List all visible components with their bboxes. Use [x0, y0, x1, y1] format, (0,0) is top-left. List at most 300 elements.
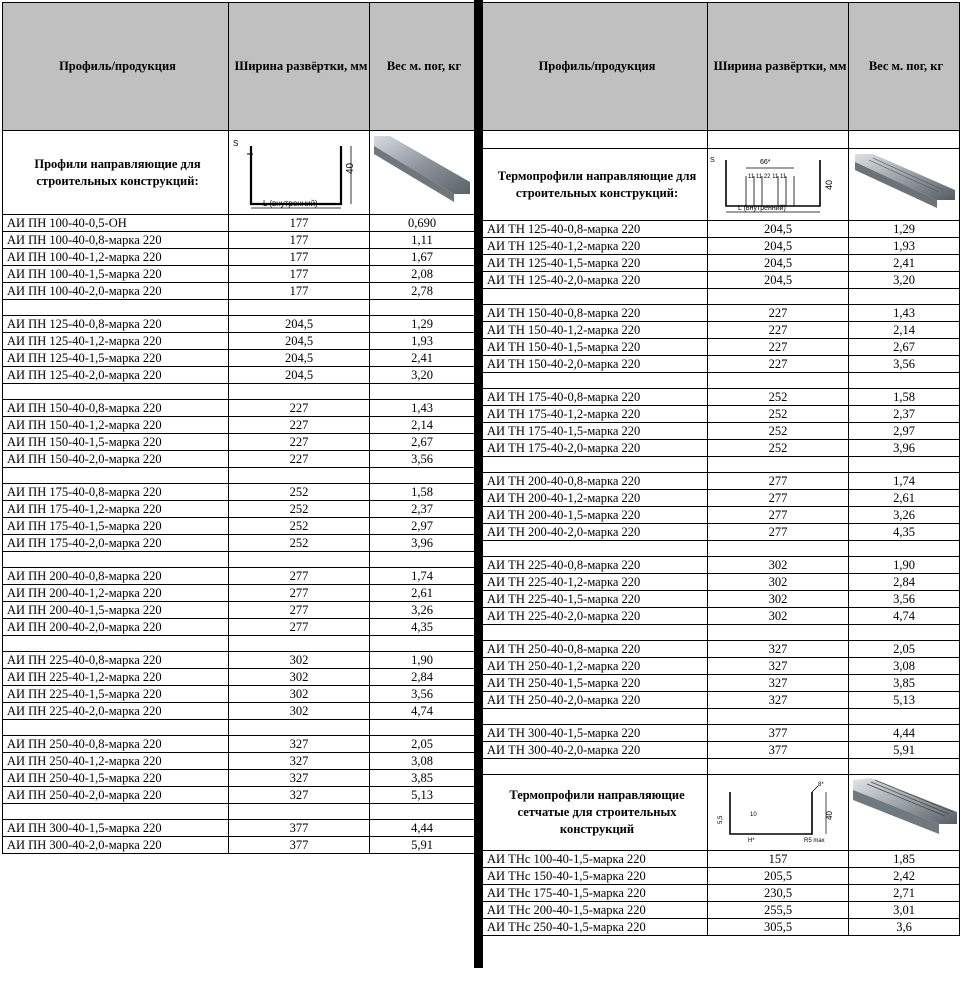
product-name: АИ ПН 100-40-0,5-ОН	[3, 215, 229, 232]
unfolded-width: 302	[708, 574, 849, 591]
product-name: АИ ТН 225-40-1,2-марка 220	[483, 574, 708, 591]
unfolded-width: 327	[708, 658, 849, 675]
unfolded-width: 327	[229, 753, 370, 770]
weight-per-meter: 1,43	[849, 305, 960, 322]
unfolded-width: 327	[708, 692, 849, 709]
weight-per-meter: 4,44	[849, 725, 960, 742]
weight-per-meter: 3,26	[849, 507, 960, 524]
table-row	[483, 725, 960, 742]
product-name: АИ ТНс 200-40-1,5-марка 220	[483, 902, 708, 919]
weight-per-meter: 2,05	[370, 736, 475, 753]
product-name: АИ ТН 225-40-1,5-марка 220	[483, 591, 708, 608]
unfolded-width: 227	[229, 434, 370, 451]
header-weight: Вес м. пог, кг	[849, 3, 960, 131]
product-name: АИ ПН 150-40-0,8-марка 220	[3, 400, 229, 417]
unfolded-width: 157	[708, 851, 849, 868]
product-name: АИ ТН 125-40-0,8-марка 220	[483, 221, 708, 238]
product-name: АИ ТН 200-40-0,8-марка 220	[483, 473, 708, 490]
weight-per-meter: 3,56	[849, 591, 960, 608]
spacer-row	[483, 457, 960, 473]
weight-per-meter: 1,93	[849, 238, 960, 255]
table-row	[3, 753, 475, 770]
weight-per-meter: 1,58	[370, 484, 475, 501]
product-name: АИ ПН 125-40-1,5-марка 220	[3, 350, 229, 367]
profile-photo	[370, 131, 475, 215]
weight-per-meter: 3,56	[370, 686, 475, 703]
weight-per-meter: 5,13	[849, 692, 960, 709]
table-row	[483, 238, 960, 255]
unfolded-width: 302	[708, 557, 849, 574]
weight-per-meter: 4,74	[849, 608, 960, 625]
unfolded-width: 252	[229, 518, 370, 535]
weight-per-meter: 2,67	[370, 434, 475, 451]
table-row	[3, 619, 475, 636]
table-row	[3, 451, 475, 468]
spacer-row	[483, 709, 960, 725]
svg-text:40: 40	[825, 810, 834, 820]
svg-text:11 11 22 11 11: 11 11 22 11 11	[748, 173, 787, 180]
weight-per-meter: 2,42	[849, 868, 960, 885]
product-name: АИ ПН 250-40-1,2-марка 220	[3, 753, 229, 770]
product-name: АИ ПН 225-40-2,0-марка 220	[3, 703, 229, 720]
table-row	[3, 568, 475, 585]
product-name: АИ ТН 250-40-0,8-марка 220	[483, 641, 708, 658]
unfolded-width: 277	[229, 585, 370, 602]
svg-text:40: 40	[345, 162, 356, 174]
svg-text:Н*: Н*	[748, 837, 755, 844]
weight-per-meter: 1,90	[370, 652, 475, 669]
table-row	[483, 255, 960, 272]
unfolded-width: 252	[708, 440, 849, 457]
product-name: АИ ПН 225-40-1,2-марка 220	[3, 669, 229, 686]
table-row	[3, 518, 475, 535]
product-name: АИ ПН 100-40-0,8-марка 220	[3, 232, 229, 249]
table-row	[483, 675, 960, 692]
product-name: АИ ПН 300-40-1,5-марка 220	[3, 820, 229, 837]
svg-text:66*: 66*	[760, 158, 771, 166]
weight-per-meter: 5,13	[370, 787, 475, 804]
product-name: АИ ТН 225-40-2,0-марка 220	[483, 608, 708, 625]
weight-per-meter: 3,08	[370, 753, 475, 770]
unfolded-width: 277	[229, 568, 370, 585]
weight-per-meter: 3,26	[370, 602, 475, 619]
weight-per-meter: 4,44	[370, 820, 475, 837]
unfolded-width: 252	[229, 501, 370, 518]
spacer-row	[483, 373, 960, 389]
section-title: Термопрофили направляющие сетчатые для строительных конструкций	[483, 775, 708, 851]
weight-per-meter: 3,20	[849, 272, 960, 289]
table-row	[3, 770, 475, 787]
weight-per-meter: 3,96	[370, 535, 475, 552]
unfolded-width: 302	[229, 686, 370, 703]
product-name: АИ ТН 175-40-1,2-марка 220	[483, 406, 708, 423]
spacer-row	[3, 636, 475, 652]
weight-per-meter: 3,56	[849, 356, 960, 373]
unfolded-width: 327	[229, 770, 370, 787]
weight-per-meter: 5,91	[370, 837, 475, 854]
unfolded-width: 302	[229, 703, 370, 720]
table-row	[3, 400, 475, 417]
unfolded-width: 204,5	[229, 333, 370, 350]
weight-per-meter: 3,08	[849, 658, 960, 675]
channel-profile-drawing	[229, 132, 369, 214]
weight-per-meter: 1,43	[370, 400, 475, 417]
table-row	[483, 574, 960, 591]
unfolded-width: 327	[229, 787, 370, 804]
profile-photo-image	[370, 132, 474, 214]
unfolded-width: 377	[708, 725, 849, 742]
product-name: АИ ПН 250-40-2,0-марка 220	[3, 787, 229, 804]
table-row	[483, 507, 960, 524]
mesh-profile-drawing-image	[708, 776, 848, 850]
table-row	[3, 669, 475, 686]
weight-per-meter: 2,37	[849, 406, 960, 423]
unfolded-width: 230,5	[708, 885, 849, 902]
table-row	[3, 316, 475, 333]
table-row	[483, 591, 960, 608]
table-row	[483, 902, 960, 919]
product-name: АИ ТН 150-40-1,2-марка 220	[483, 322, 708, 339]
svg-text:S: S	[233, 138, 239, 148]
product-name: АИ ПН 125-40-2,0-марка 220	[3, 367, 229, 384]
unfolded-width: 177	[229, 266, 370, 283]
unfolded-width: 277	[229, 619, 370, 636]
unfolded-width: 252	[708, 406, 849, 423]
weight-per-meter: 2,61	[849, 490, 960, 507]
product-name: АИ ТНс 175-40-1,5-марка 220	[483, 885, 708, 902]
table-row	[483, 919, 960, 936]
product-name: АИ ТН 200-40-2,0-марка 220	[483, 524, 708, 541]
product-name: АИ ПН 150-40-1,5-марка 220	[3, 434, 229, 451]
product-name: АИ ТН 175-40-2,0-марка 220	[483, 440, 708, 457]
table-row	[483, 440, 960, 457]
product-name: АИ ПН 200-40-2,0-марка 220	[3, 619, 229, 636]
product-name: АИ ПН 175-40-2,0-марка 220	[3, 535, 229, 552]
product-name: АИ ТНс 100-40-1,5-марка 220	[483, 851, 708, 868]
product-name: АИ ТН 150-40-0,8-марка 220	[483, 305, 708, 322]
table-row	[483, 272, 960, 289]
product-name: АИ ТН 300-40-1,5-марка 220	[483, 725, 708, 742]
weight-per-meter: 2,78	[370, 283, 475, 300]
weight-per-meter: 3,96	[849, 440, 960, 457]
unfolded-width: 252	[708, 389, 849, 406]
table-row	[3, 602, 475, 619]
table-row	[483, 406, 960, 423]
product-name: АИ ПН 100-40-2,0-марка 220	[3, 283, 229, 300]
unfolded-width: 204,5	[229, 316, 370, 333]
unfolded-width: 377	[708, 742, 849, 759]
weight-per-meter: 1,74	[849, 473, 960, 490]
svg-text:S: S	[710, 156, 715, 164]
product-name: АИ ТН 125-40-1,5-марка 220	[483, 255, 708, 272]
svg-text:R5 max: R5 max	[804, 837, 825, 844]
product-name: АИ ПН 225-40-1,5-марка 220	[3, 686, 229, 703]
weight-per-meter: 2,67	[849, 339, 960, 356]
unfolded-width: 204,5	[229, 350, 370, 367]
spacer-row	[3, 720, 475, 736]
product-name: АИ ТН 200-40-1,5-марка 220	[483, 507, 708, 524]
product-name: АИ ПН 250-40-0,8-марка 220	[3, 736, 229, 753]
unfolded-width: 377	[229, 837, 370, 854]
unfolded-width: 277	[708, 473, 849, 490]
weight-per-meter: 0,690	[370, 215, 475, 232]
header-profile: Профиль/продукция	[483, 3, 708, 131]
svg-text:10: 10	[750, 811, 757, 818]
product-name: АИ ПН 175-40-1,5-марка 220	[3, 518, 229, 535]
table-row	[483, 851, 960, 868]
product-name: АИ ПН 200-40-1,2-марка 220	[3, 585, 229, 602]
unfolded-width: 177	[229, 283, 370, 300]
product-name: АИ ТН 225-40-0,8-марка 220	[483, 557, 708, 574]
table-row	[483, 641, 960, 658]
spacer-row	[3, 384, 475, 400]
product-name: АИ ПН 250-40-1,5-марка 220	[3, 770, 229, 787]
table-row	[3, 787, 475, 804]
unfolded-width: 277	[708, 524, 849, 541]
unfolded-width: 177	[229, 232, 370, 249]
section-title: Профили направляющие для строительных конструкций:	[3, 131, 229, 215]
svg-text:5,5: 5,5	[718, 815, 724, 824]
unfolded-width: 227	[229, 417, 370, 434]
table-row	[3, 652, 475, 669]
product-name: АИ ТН 125-40-2,0-марка 220	[483, 272, 708, 289]
unfolded-width: 252	[229, 484, 370, 501]
unfolded-width: 177	[229, 249, 370, 266]
product-name: АИ ТНс 150-40-1,5-марка 220	[483, 868, 708, 885]
spacer-row	[483, 625, 960, 641]
weight-per-meter: 1,93	[370, 333, 475, 350]
unfolded-width: 302	[229, 669, 370, 686]
product-name: АИ ПН 225-40-0,8-марка 220	[3, 652, 229, 669]
table-row	[483, 524, 960, 541]
table-row	[3, 249, 475, 266]
unfolded-width: 227	[229, 451, 370, 468]
product-name: АИ ТН 250-40-1,5-марка 220	[483, 675, 708, 692]
spacer-row	[3, 468, 475, 484]
table-row	[483, 473, 960, 490]
table-row	[3, 820, 475, 837]
unfolded-width: 255,5	[708, 902, 849, 919]
table-row	[3, 484, 475, 501]
table-row	[3, 367, 475, 384]
table-row	[3, 232, 475, 249]
unfolded-width: 277	[229, 602, 370, 619]
spacer-row	[483, 759, 960, 775]
unfolded-width: 204,5	[708, 221, 849, 238]
weight-per-meter: 2,14	[849, 322, 960, 339]
product-name: АИ ПН 175-40-1,2-марка 220	[3, 501, 229, 518]
weight-per-meter: 3,20	[370, 367, 475, 384]
header-weight: Вес м. пог, кг	[370, 3, 475, 131]
spacer-row	[483, 541, 960, 557]
table-row	[3, 736, 475, 753]
thermo-profile-photo-image	[849, 150, 959, 220]
weight-per-meter: 2,41	[849, 255, 960, 272]
thermo-profile-photo	[849, 149, 960, 221]
unfolded-width: 252	[708, 423, 849, 440]
unfolded-width: 302	[229, 652, 370, 669]
section-title: Термопрофили направляющие для строительных конструкций:	[483, 149, 708, 221]
product-name: АИ ПН 100-40-1,5-марка 220	[3, 266, 229, 283]
section-header-mesh	[483, 775, 960, 851]
unfolded-width: 277	[708, 507, 849, 524]
unfolded-width: 302	[708, 608, 849, 625]
product-name: АИ ТН 300-40-2,0-марка 220	[483, 742, 708, 759]
table-row	[3, 215, 475, 232]
weight-per-meter: 2,37	[370, 501, 475, 518]
table-row	[3, 417, 475, 434]
thermo-profile-drawing	[708, 149, 849, 221]
spacer-row	[3, 804, 475, 820]
weight-per-meter: 1,29	[849, 221, 960, 238]
weight-per-meter: 4,35	[370, 619, 475, 636]
table-row	[3, 283, 475, 300]
product-name: АИ ПН 125-40-0,8-марка 220	[3, 316, 229, 333]
unfolded-width: 252	[229, 535, 370, 552]
weight-per-meter: 1,58	[849, 389, 960, 406]
weight-per-meter: 3,85	[370, 770, 475, 787]
product-name: АИ ТНс 250-40-1,5-марка 220	[483, 919, 708, 936]
table-row	[3, 350, 475, 367]
svg-text:40: 40	[824, 179, 834, 190]
weight-per-meter: 1,11	[370, 232, 475, 249]
weight-per-meter: 3,56	[370, 451, 475, 468]
weight-per-meter: 2,61	[370, 585, 475, 602]
weight-per-meter: 3,85	[849, 675, 960, 692]
weight-per-meter: 2,08	[370, 266, 475, 283]
svg-text:L (внутренний): L (внутренний)	[738, 204, 786, 212]
weight-per-meter: 2,41	[370, 350, 475, 367]
unfolded-width: 227	[708, 356, 849, 373]
table-row	[483, 490, 960, 507]
unfolded-width: 204,5	[229, 367, 370, 384]
unfolded-width: 377	[229, 820, 370, 837]
table-row	[3, 585, 475, 602]
product-name: АИ ТН 150-40-1,5-марка 220	[483, 339, 708, 356]
spacer-row	[3, 552, 475, 568]
product-name: АИ ТН 150-40-2,0-марка 220	[483, 356, 708, 373]
table-row	[483, 557, 960, 574]
mesh-profile-drawing	[708, 775, 849, 851]
thermo-profile-drawing-image	[708, 150, 848, 220]
spacer-row	[483, 289, 960, 305]
product-name: АИ ТН 125-40-1,2-марка 220	[483, 238, 708, 255]
weight-per-meter: 2,97	[849, 423, 960, 440]
profile-drawing	[229, 131, 370, 215]
product-name: АИ ПН 150-40-2,0-марка 220	[3, 451, 229, 468]
unfolded-width: 327	[708, 641, 849, 658]
unfolded-width: 227	[708, 305, 849, 322]
product-name: АИ ПН 200-40-1,5-марка 220	[3, 602, 229, 619]
table-row	[3, 434, 475, 451]
weight-per-meter: 1,67	[370, 249, 475, 266]
table-row	[483, 356, 960, 373]
table-row	[483, 658, 960, 675]
product-name: АИ ТН 175-40-1,5-марка 220	[483, 423, 708, 440]
table-row	[3, 333, 475, 350]
header-profile: Профиль/продукция	[3, 3, 229, 131]
unfolded-width: 327	[708, 675, 849, 692]
header-width: Ширина развёртки, мм	[708, 3, 849, 131]
unfolded-width: 277	[708, 490, 849, 507]
unfolded-width: 204,5	[708, 255, 849, 272]
weight-per-meter: 5,91	[849, 742, 960, 759]
unfolded-width: 302	[708, 591, 849, 608]
left-price-table	[2, 2, 474, 854]
product-name: АИ ТН 175-40-0,8-марка 220	[483, 389, 708, 406]
svg-text:8*: 8*	[818, 781, 824, 788]
unfolded-width: 204,5	[708, 272, 849, 289]
table-row	[483, 423, 960, 440]
table-row	[483, 692, 960, 709]
unfolded-width: 204,5	[708, 238, 849, 255]
table-row	[483, 742, 960, 759]
table-row	[3, 501, 475, 518]
weight-per-meter: 1,29	[370, 316, 475, 333]
table-row	[3, 837, 475, 854]
weight-per-meter: 2,71	[849, 885, 960, 902]
table-row	[483, 885, 960, 902]
product-name: АИ ТН 250-40-2,0-марка 220	[483, 692, 708, 709]
table-row	[483, 608, 960, 625]
product-name: АИ ТН 200-40-1,2-марка 220	[483, 490, 708, 507]
weight-per-meter: 1,90	[849, 557, 960, 574]
spacer-row	[3, 300, 475, 316]
weight-per-meter: 4,35	[849, 524, 960, 541]
mesh-profile-photo	[849, 775, 960, 851]
weight-per-meter: 2,97	[370, 518, 475, 535]
table-row	[483, 868, 960, 885]
right-price-table	[482, 2, 960, 936]
table-row	[483, 305, 960, 322]
mesh-profile-photo-image	[849, 776, 959, 850]
weight-per-meter: 2,84	[370, 669, 475, 686]
table-row	[483, 339, 960, 356]
table-row	[483, 322, 960, 339]
header-width: Ширина развёртки, мм	[229, 3, 370, 131]
weight-per-meter: 4,74	[370, 703, 475, 720]
weight-per-meter: 1,85	[849, 851, 960, 868]
weight-per-meter: 3,6	[849, 919, 960, 936]
weight-per-meter: 2,84	[849, 574, 960, 591]
product-name: АИ ПН 300-40-2,0-марка 220	[3, 837, 229, 854]
table-row	[3, 703, 475, 720]
table-row	[3, 535, 475, 552]
unfolded-width: 305,5	[708, 919, 849, 936]
product-name: АИ ТН 250-40-1,2-марка 220	[483, 658, 708, 675]
table-row	[3, 686, 475, 703]
weight-per-meter: 2,14	[370, 417, 475, 434]
table-row	[483, 221, 960, 238]
product-name: АИ ПН 100-40-1,2-марка 220	[3, 249, 229, 266]
unfolded-width: 205,5	[708, 868, 849, 885]
product-name: АИ ПН 200-40-0,8-марка 220	[3, 568, 229, 585]
unfolded-width: 227	[229, 400, 370, 417]
unfolded-width: 327	[229, 736, 370, 753]
product-name: АИ ПН 175-40-0,8-марка 220	[3, 484, 229, 501]
table-row	[3, 266, 475, 283]
unfolded-width: 227	[708, 339, 849, 356]
weight-per-meter: 2,05	[849, 641, 960, 658]
svg-text:L (внутренний): L (внутренний)	[263, 198, 318, 208]
product-name: АИ ПН 150-40-1,2-марка 220	[3, 417, 229, 434]
unfolded-width: 177	[229, 215, 370, 232]
product-name: АИ ПН 125-40-1,2-марка 220	[3, 333, 229, 350]
unfolded-width: 227	[708, 322, 849, 339]
weight-per-meter: 3,01	[849, 902, 960, 919]
weight-per-meter: 1,74	[370, 568, 475, 585]
table-row	[483, 389, 960, 406]
